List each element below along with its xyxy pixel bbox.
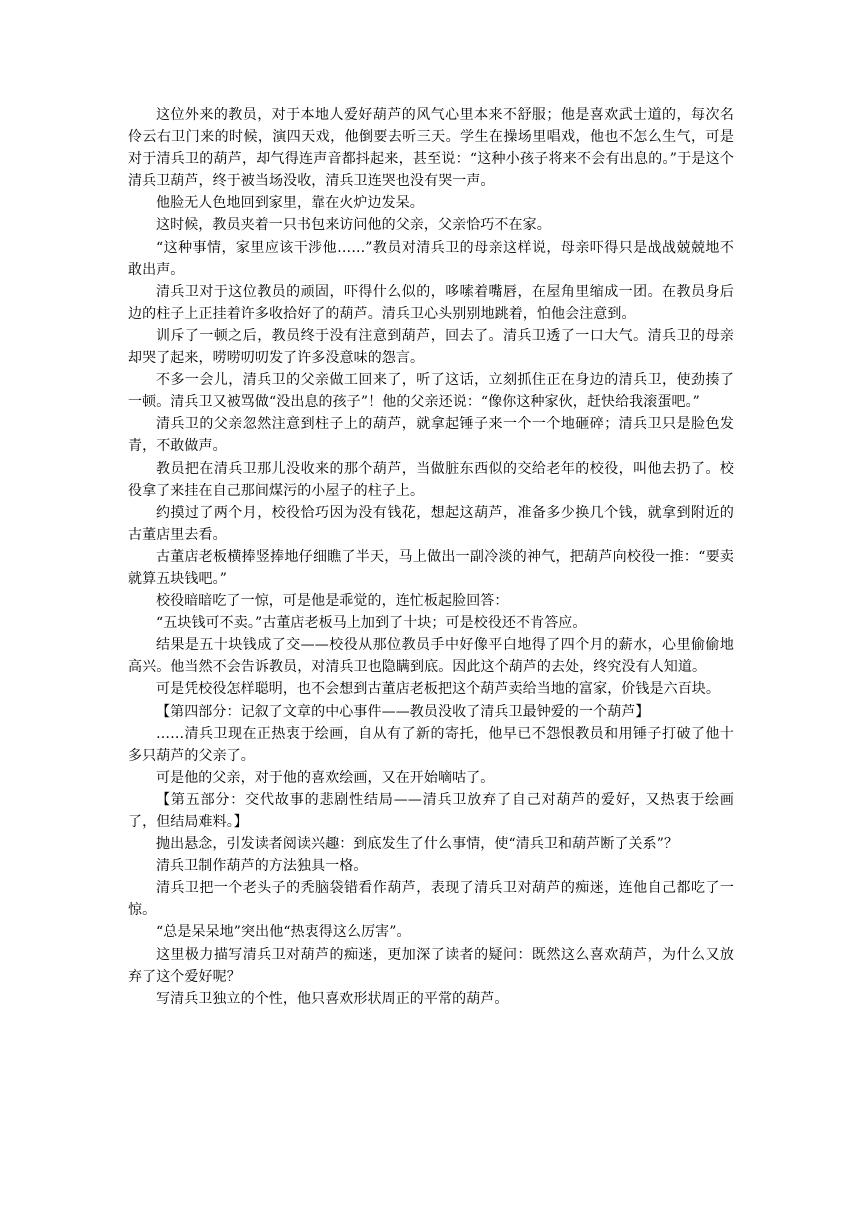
paragraph: 可是他的父亲，对于他的喜欢绘画，又在开始嘀咕了。: [156, 769, 495, 786]
annotation-paragraph: 抛出悬念，引发读者阅读兴趣：到底发生了什么事情，使“清兵卫和葫芦断了关系”？: [156, 836, 679, 853]
paragraph: 校役暗暗吃了一惊，可是他是乖觉的，连忙板起脸回答：: [156, 593, 509, 610]
section-note: 【第五部分：交代故事的悲剧性结局——清兵卫放弃了自己对葫芦的爱好，又热衷于绘画了，但结局难料。】: [128, 791, 734, 830]
annotation-paragraph: 写清兵卫独立的个性，他只喜欢形状周正的平常的葫芦。: [156, 990, 509, 1007]
paragraph: 这位外来的教员，对于本地人爱好葫芦的风气心里本来不舒服；他是喜欢武士道的，每次名伶云右卫门来的时候，演四天戏，他倒要去听三天。学生在操场里唱戏，他也不怎么生气，可是对于清兵卫的葫芦，却气得连声音都抖起来，甚至说：“这种小孩子将来不会有出息的。”于是这个清兵卫葫芦，终于被当场没收，清兵卫连哭也没有哭一声。: [128, 107, 734, 190]
paragraph: 古董店老板横捧竖捧地仔细瞧了半天，马上做出一副冷淡的神气，把葫芦向校役一推：“要卖就算五块钱吧。”: [128, 548, 734, 587]
paragraph: 结果是五十块钱成了交——校役从那位教员手中好像平白地得了四个月的薪水，心里偷偷地高兴。他当然不会告诉教员，对清兵卫也隐瞒到底。因此这个葫芦的去处，终究没有人知道。: [128, 637, 734, 676]
paragraph: 不多一会儿，清兵卫的父亲做工回来了，听了这话，立刻抓住正在身边的清兵卫，使劲揍了一顿。清兵卫又被骂做“没出息的孩子”！他的父亲还说：“像你这种家伙，赶快给我滚蛋吧。”: [128, 372, 734, 411]
annotation-paragraph: 清兵卫制作葫芦的方法独具一格。: [156, 858, 368, 875]
paragraph: 可是凭校役怎样聪明，也不会想到古董店老板把这个葫芦卖给当地的富家，价钱是六百块。: [156, 681, 720, 698]
annotation-paragraph: 清兵卫把一个老头子的秃脑袋错看作葫芦，表现了清兵卫对葫芦的痴迷，连他自己都吃了一惊。: [128, 880, 734, 919]
annotation-paragraph: 这里极力描写清兵卫对葫芦的痴迷，更加深了读者的疑问：既然这么喜欢葫芦，为什么又放弃了这个爱好呢？: [128, 946, 734, 985]
paragraph: 约摸过了两个月，校役恰巧因为没有钱花，想起这葫芦，准备多少换几个钱，就拿到附近的古董店里去看。: [128, 504, 734, 543]
paragraph: “这种事情，家里应该干涉他……”教员对清兵卫的母亲这样说，母亲吓得只是战战兢兢地不敢出声。: [128, 239, 734, 278]
section-note: 【第四部分：记叙了文章的中心事件——教员没收了清兵卫最钟爱的一个葫芦】: [156, 703, 650, 720]
document-body: [128, 104, 734, 1010]
paragraph: 清兵卫的父亲忽然注意到柱子上的葫芦，就拿起锤子来一个一个地砸碎；清兵卫只是脸色发青，不敢做声。: [128, 416, 734, 455]
paragraph: 他脸无人色地回到家里，靠在火炉边发呆。: [156, 195, 424, 212]
paragraph: 教员把在清兵卫那儿没收来的那个葫芦，当做脏东西似的交给老年的校役，叫他去扔了。校役拿了来挂在自己那间煤污的小屋子的柱子上。: [128, 460, 734, 499]
paragraph: 这时候，教员夹着一只书包来访问他的父亲，父亲恰巧不在家。: [156, 217, 551, 234]
paragraph: ……清兵卫现在正热衷于绘画，自从有了新的寄托，他早已不怨恨教员和用锤子打破了他十多只葫芦的父亲了。: [128, 725, 734, 764]
paragraph: 清兵卫对于这位教员的顽固，吓得什么似的，哆嗦着嘴唇，在屋角里缩成一团。在教员身后边的柱子上正挂着许多收拾好了的葫芦。清兵卫心头别别地跳着，怕他会注意到。: [128, 283, 734, 322]
annotation-paragraph: “总是呆呆地”突出他“热衷得这么厉害”。: [156, 924, 411, 941]
paragraph: 训斥了一顿之后，教员终于没有注意到葫芦，回去了。清兵卫透了一口大气。清兵卫的母亲却哭了起来，唠唠叨叨发了许多没意味的怨言。: [128, 327, 734, 367]
paragraph: “五块钱可不卖。”古董店老板马上加到了十块；可是校役还不肯答应。: [156, 615, 587, 632]
